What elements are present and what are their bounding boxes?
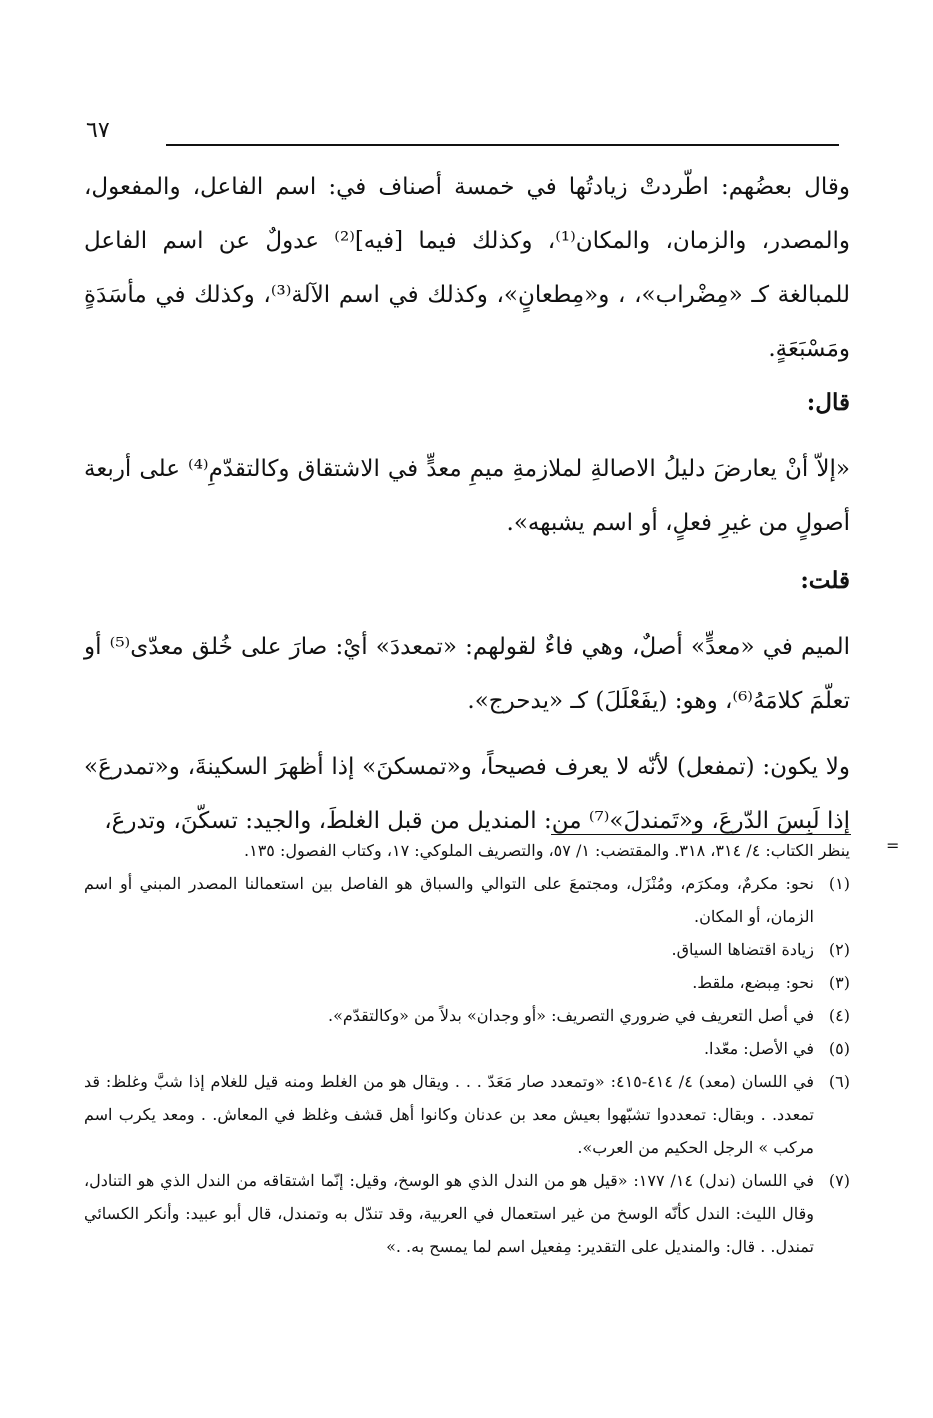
footnote-text: في اللسان (ندل) ١٤/ ١٧٧: «قيل هو من الندل الذي هو الوسخ، وقيل: إنّما اشتقاقه من الندل الذي هو التنادل، وقال الليث: الندل كأنّه الوسخ من غير استعمال في العربية، وقد تندّل به وتمندل، قال أبو عبيد: وأنكر الكسائي تمندل. . قال: والمنديل على التقدير: مِفعيل اسم لما يمسح به. .» <box>84 1171 815 1256</box>
footnote-number: (٤) <box>828 1006 850 1025</box>
heading-qal: قال: <box>806 389 850 416</box>
footnote-6 <box>84 1065 850 1164</box>
footnote-number: (٢) <box>828 940 850 959</box>
footnote-4 <box>84 999 850 1032</box>
page-number: ٦٧ <box>86 118 110 143</box>
footnote-7 <box>84 1164 850 1263</box>
footnotes <box>84 834 850 1263</box>
footnote-number: (٥) <box>828 1039 850 1058</box>
continuation-mark: = <box>886 836 900 855</box>
footnote-text: في اللسان (معد) ٤/ ٤١٤-٤١٥: «وتمعدد صار مَعَدّ . . . ويقال هو من الغلط ومنه قيل للغلام إذا شبَّ وغلظ: قد تمعدد. . وبقال: تمعددوا تشبّهوا بعيش معد بن عدنان وكانوا أهل قشف وغلظ في المعاش. . ومعد يكرب اسم مركب » الرجل الحكيم من العرب». <box>84 1072 815 1157</box>
heading-qultu: قلت: <box>800 567 850 594</box>
footnote-continuation: ينظر الكتاب: ٤/ ٣١٤، ٣١٨. والمقتضب: ١/ ٥٧، والتصريف الملوكي: ١٧، وكتاب الفصول: ١٣٥. <box>244 841 850 860</box>
quoted-text: «إلاّ أنْ يعارضَ دليلُ الاصالةِ لملازمةِ ميمِ معدٍّ في الاشتقاق وكالتقدّمِ⁽⁴⁾ على أربعة أصولٍ من غيرِ فعلٍ، أو اسم يشبهه». <box>84 456 850 536</box>
paragraph-3: ولا يكون: (تمفعل) لأنّه لا يعرف فصيحاً، و«تمسكنَ» إذا أظهرَ السكينةَ، و«تمدرعَ» إذا لَبِسَ الدّرعَ، و«تَمندلَ»⁽⁷⁾ من: المنديل من قبل الغلطَ، والجيد: تسكّنَ، وتدرعَ، <box>84 754 850 834</box>
paragraph-1: وقال بعضُهم: اطّردتْ زيادتُها في خمسة أصناف في: اسم الفاعل، والمفعول، والمصدر، والزمان، والمكان⁽¹⁾، وكذلك فيما [فيه]⁽²⁾ عدولٌ عن اسم الفاعل للمبالغة كـ «مِضْراب»، ، و«مِطعانٍ»، وكذلك في اسم الآلة⁽³⁾، وكذلك في مأسَدَةٍ ومَسْبَعَةٍ. <box>84 174 850 362</box>
main-text <box>84 160 850 848</box>
footnote-3 <box>84 966 850 999</box>
page-header <box>86 118 839 154</box>
footnote-text: في أصل التعريف في ضروري التصريف: «أو وجدان» بدلاً من «وكالتقدّم». <box>327 1006 814 1025</box>
footnote-number: (٦) <box>828 1072 850 1091</box>
footnote-text: نحو: مكرمٌ، ومكرَم، ومُنْزَل، ومجتمعَ على التوالي والسباق هو الفاصل بين استعمالنا المصدر المبني أو اسم الزمان، أو المكان. <box>84 874 814 926</box>
footnote-text: زيادة اقتضاها السياق. <box>671 940 814 959</box>
footnote-number: (٧) <box>828 1171 850 1190</box>
footnote-5 <box>84 1032 850 1065</box>
footnote-2 <box>84 933 850 966</box>
footnote-text: في الأصل: معّدا. <box>703 1039 814 1058</box>
footnote-number: (١) <box>828 874 850 893</box>
header-rule <box>166 144 839 146</box>
footnote-1 <box>84 867 850 933</box>
paragraph-2: الميم في «معدٍّ» أصلٌ، وهي فاءٌ لقولهم: «تمعددَ» أيْ: صارَ على خُلق معدّى⁽⁵⁾ أو تعلّمَ كلامَهُ⁽⁶⁾، وهو: (يفَعْلَلَ) كـ «يدحرج». <box>84 634 850 714</box>
footnote-number: (٣) <box>828 973 850 992</box>
footnote-text: نحو: مِبضع، ملقط. <box>692 973 814 992</box>
